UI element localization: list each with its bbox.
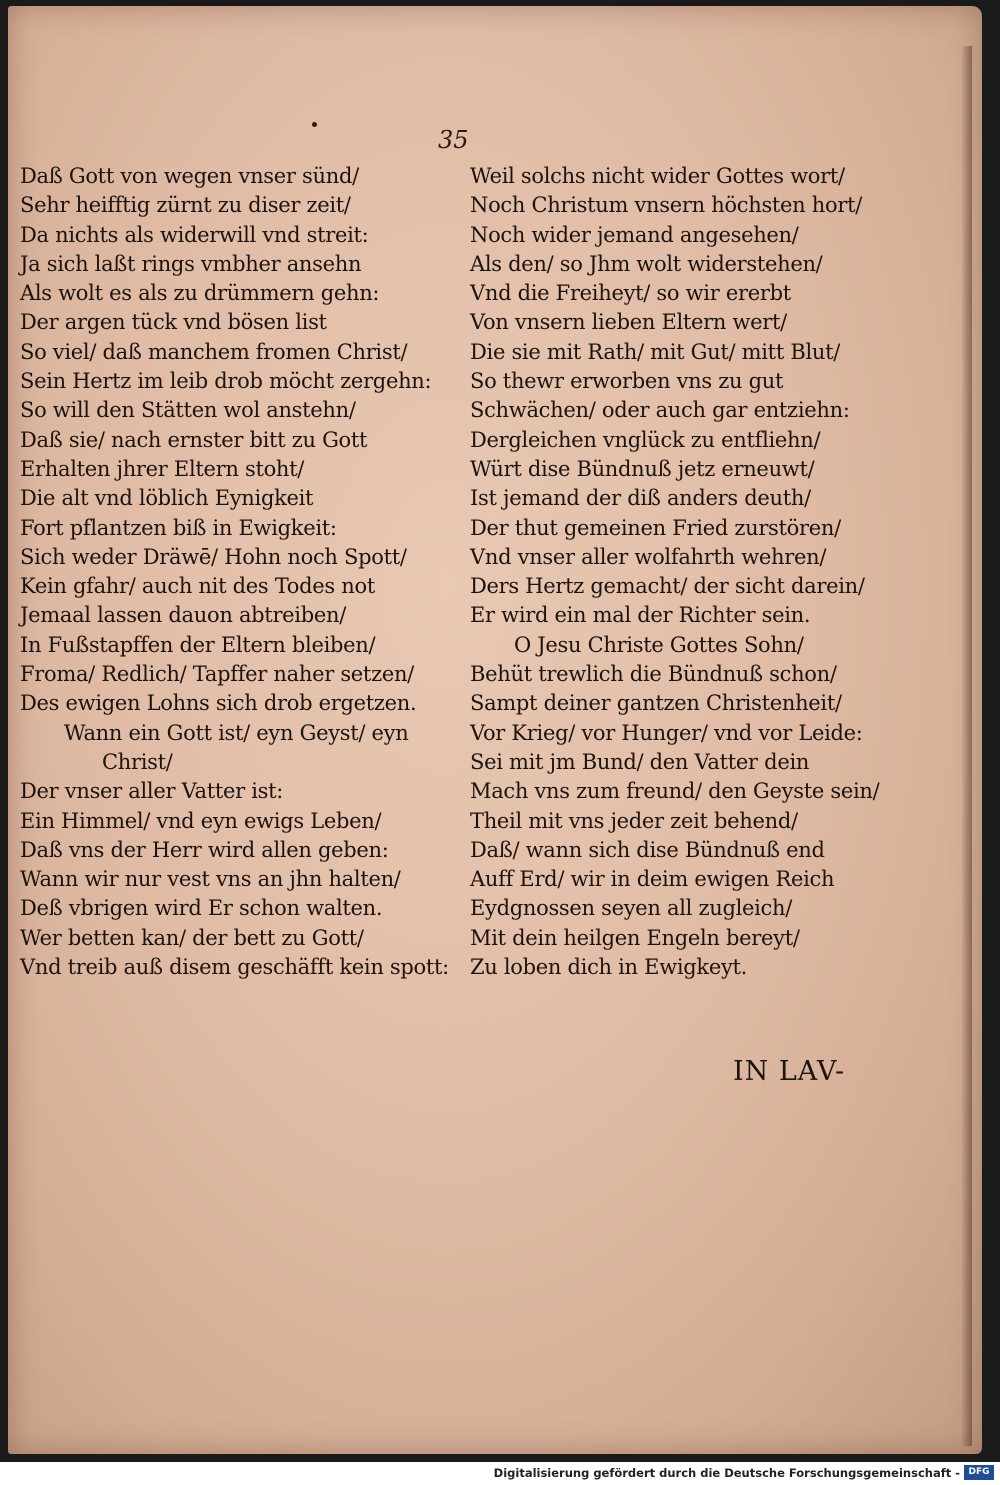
verse-line: Vnd treib auß disem geschäfft kein spott:: [20, 955, 449, 980]
verse-line: Der thut gemeinen Fried zurstören/: [470, 515, 841, 540]
verse-line: Wer betten kan/ der bett zu Gott/: [20, 925, 364, 950]
verse-line: Auff Erd/ wir in deim ewigen Reich: [470, 867, 835, 892]
verse-line: Als wolt es als zu drümmern gehn:: [20, 281, 380, 306]
verse-line: Wann ein Gott ist/ eyn Geyst/ eyn: [64, 720, 409, 745]
verse-line: Daß Gott von wegen vnser sünd/: [20, 164, 359, 188]
verse-line: Ders Hertz gemacht/ der sicht darein/: [470, 574, 865, 599]
verse-line: Dergleichen vnglück zu entfliehn/: [470, 427, 821, 452]
dfg-logo: DFG: [964, 1465, 994, 1480]
verse-line: Christ/: [102, 749, 173, 774]
verse-line: Sein Hertz im leib drob möcht zergehn:: [20, 369, 432, 394]
verse-line: Des ewigen Lohns sich drob ergetzen.: [20, 691, 417, 716]
verse-line: Eydgnossen seyen all zugleich/: [470, 896, 793, 921]
verse-line: Vnd die Freiheyt/ so wir ererbt: [470, 281, 791, 306]
verse-line: Froma/ Redlich/ Tapffer naher setzen/: [20, 662, 414, 687]
catchword: IN LAV-: [733, 1056, 846, 1087]
footer-bar: [0, 1462, 1000, 1485]
verse-line: Sei mit jm Bund/ den Vatter dein: [470, 749, 810, 774]
verse-line: Noch Christum vnsern höchsten hort/: [470, 193, 863, 218]
verse-line: Noch wider jemand angesehen/: [470, 222, 799, 247]
verse-line: Sich weder Dräwē/ Hohn noch Spott/: [20, 544, 407, 569]
verse-line: Ein Himmel/ vnd eyn ewigs Leben/: [20, 808, 382, 833]
page-edge-shadow: [962, 46, 972, 1446]
right-column: [470, 162, 890, 982]
verse-line: Schwächen/ oder auch gar entziehn:: [470, 398, 850, 423]
verse-line: Sehr heifftig zürnt zu diser zeit/: [20, 193, 351, 218]
verse-line: Die sie mit Rath/ mit Gut/ mitt Blut/: [470, 339, 841, 364]
verse-line: Daß vns der Herr wird allen geben:: [20, 837, 389, 862]
left-column: [20, 162, 460, 982]
verse-line: Vor Krieg/ vor Hunger/ vnd vor Leide:: [470, 720, 863, 745]
verse-line: Zu loben dich in Ewigkeyt.: [470, 955, 748, 980]
verse-line: Der vnser aller Vatter ist:: [20, 779, 284, 804]
verse-line: Sampt deiner gantzen Christenheit/: [470, 691, 842, 716]
verse-line: Ist jemand der diß anders deuth/: [470, 486, 811, 511]
verse-line: Mach vns zum freund/ den Geyste sein/: [470, 779, 880, 804]
verse-line: Fort pflantzen biß in Ewigkeit:: [20, 515, 337, 540]
verse-line: Deß vbrigen wird Er schon walten.: [20, 896, 383, 921]
verse-line: Erhalten jhrer Eltern stoht/: [20, 456, 305, 481]
footer-credit: Digitalisierung gefördert durch die Deutsche Forschungsgemeinschaft -: [493, 1466, 960, 1480]
verse-line: Jemaal lassen dauon abtreiben/: [20, 603, 346, 628]
verse-line: Daß/ wann sich dise Bündnuß end: [470, 837, 825, 862]
verse-line: Er wird ein mal der Richter sein.: [470, 603, 811, 628]
verse-line: Der argen tück vnd bösen list: [20, 310, 327, 335]
verse-line: Vnd vnser aller wolfahrth wehren/: [470, 544, 827, 569]
verse-line: Kein gfahr/ auch nit des Todes not: [20, 574, 375, 599]
verse-line: Weil solchs nicht wider Gottes wort/: [470, 164, 845, 188]
verse-line: Theil mit vns jeder zeit behend/: [470, 808, 798, 833]
verse-line: So viel/ daß manchem fromen Christ/: [20, 339, 408, 364]
verse-line: Würt dise Bündnuß jetz erneuwt/: [470, 456, 815, 481]
verse-line: So will den Stätten wol anstehn/: [20, 398, 356, 423]
verse-line: So thewr erworben vns zu gut: [470, 369, 784, 394]
verse-line: O Jesu Christe Gottes Sohn/: [514, 632, 804, 657]
verse-line: Von vnsern lieben Eltern wert/: [470, 310, 787, 335]
verse-line: In Fußstapffen der Eltern bleiben/: [20, 632, 376, 657]
verse-line: Behüt trewlich die Bündnuß schon/: [470, 662, 837, 687]
verse-line: Wann wir nur vest vns an jhn halten/: [20, 867, 401, 892]
verse-line: Die alt vnd löblich Eynigkeit: [20, 486, 314, 511]
page-number: 35: [438, 126, 469, 154]
verse-line: Mit dein heilgen Engeln bereyt/: [470, 925, 800, 950]
verse-line: Da nichts als widerwill vnd streit:: [20, 222, 369, 247]
verse-line: Daß sie/ nach ernster bitt zu Gott: [20, 427, 368, 452]
verse-line: Als den/ so Jhm wolt widerstehen/: [470, 251, 823, 276]
verse-line: Ja sich laßt rings vmbher ansehn: [20, 251, 362, 276]
ink-dot: [312, 122, 317, 127]
